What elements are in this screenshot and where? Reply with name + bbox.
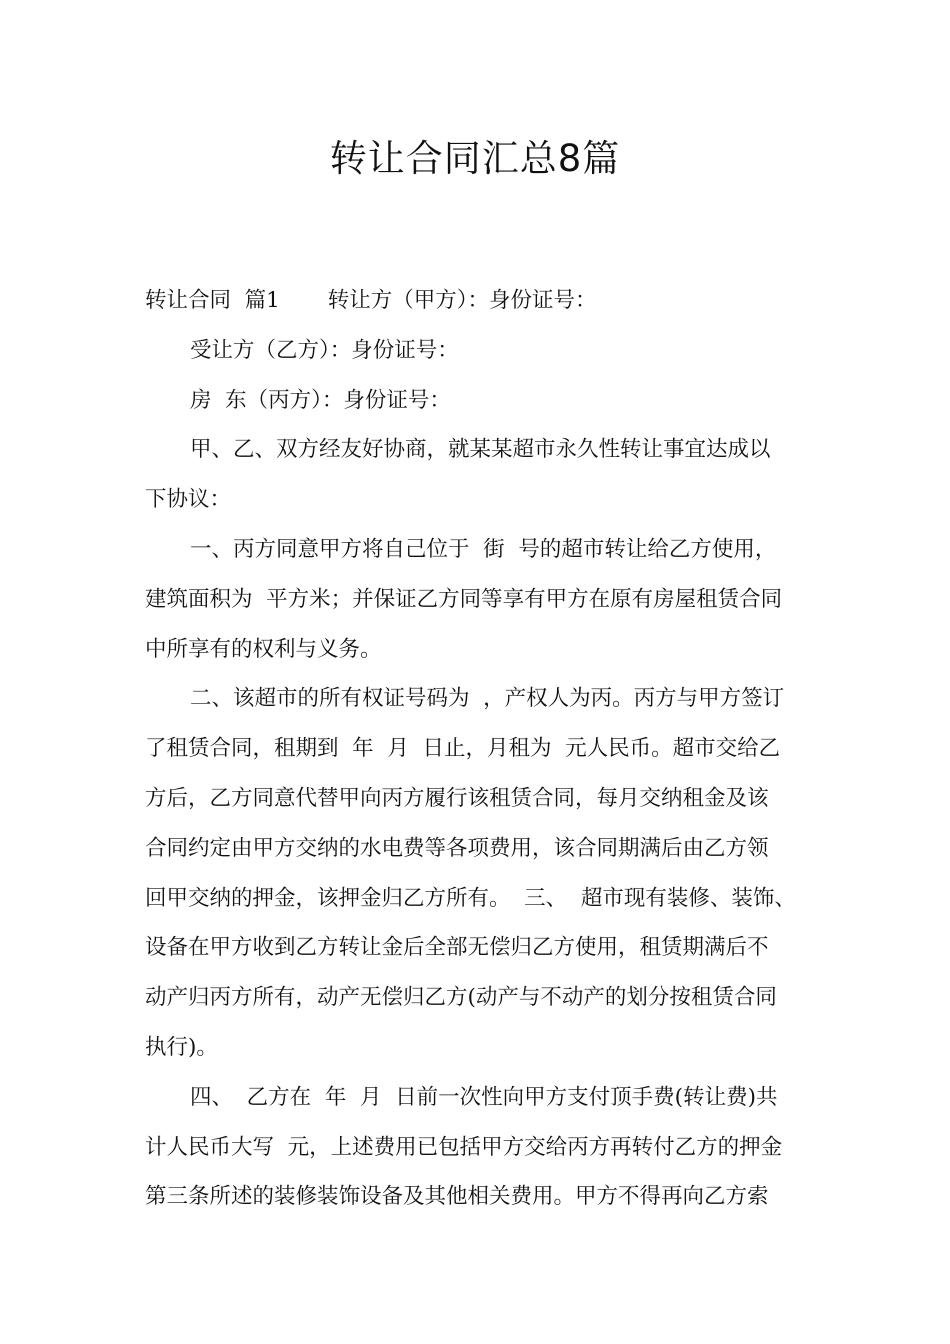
body-line: 二、该超市的所有权证号码为 ，产权人为丙。丙方与甲方签订 bbox=[190, 686, 785, 712]
body-line: 执行)。 bbox=[145, 1034, 218, 1060]
body-line: 方后，乙方同意代替甲向丙方履行该租赁合同，每月交纳租金及该 bbox=[145, 785, 769, 811]
body-line: 了租赁合同，租期到 年 月 日止，月租为 元人民币。超市交给乙 bbox=[145, 736, 781, 762]
body-line: 受让方（乙方）：身份证号： bbox=[190, 337, 459, 363]
body-line: 转让合同 篇1 转让方（甲方）：身份证号： bbox=[145, 288, 597, 313]
body-line: 设备在甲方收到乙方转让金后全部无偿归乙方使用，租赁期满后不 bbox=[145, 935, 769, 961]
body-line: 房 东（丙方）：身份证号： bbox=[190, 387, 451, 413]
body-line: 动产归丙方所有，动产无偿归乙方(动产与不动产的划分按租赁合同 bbox=[145, 985, 777, 1011]
body-line: 一、丙方同意甲方将自己位于 街 号的超市转让给乙方使用， bbox=[190, 536, 777, 562]
body-line: 建筑面积为 平方米；并保证乙方同等享有甲方在原有房屋租赁合同 bbox=[145, 586, 783, 612]
body-line: 下协议： bbox=[145, 487, 232, 513]
document-body bbox=[145, 284, 821, 1230]
body-line: 中所享有的权利与义务。 bbox=[145, 636, 382, 662]
body-line: 四、 乙方在 年 月 日前一次性向甲方支付顶手费(转让费)共 bbox=[190, 1084, 778, 1110]
body-line: 甲、乙、双方经友好协商，就某某超市永久性转让事宜达成以 bbox=[190, 437, 771, 463]
body-line: 第三条所述的装修装饰设备及其他相关费用。甲方不得再向乙方索 bbox=[145, 1184, 769, 1210]
body-line: 回甲交纳的押金，该押金归乙方所有。 三、 超市现有装修、装饰、 bbox=[145, 885, 796, 911]
body-line: 合同约定由甲方交纳的水电费等各项费用，该合同期满后由乙方领 bbox=[145, 835, 769, 861]
body-line: 计人民币大写 元，上述费用已包括甲方交给丙方再转付乙方的押金 bbox=[145, 1134, 783, 1160]
document-title: 转让合同汇总8篇 bbox=[329, 137, 621, 180]
